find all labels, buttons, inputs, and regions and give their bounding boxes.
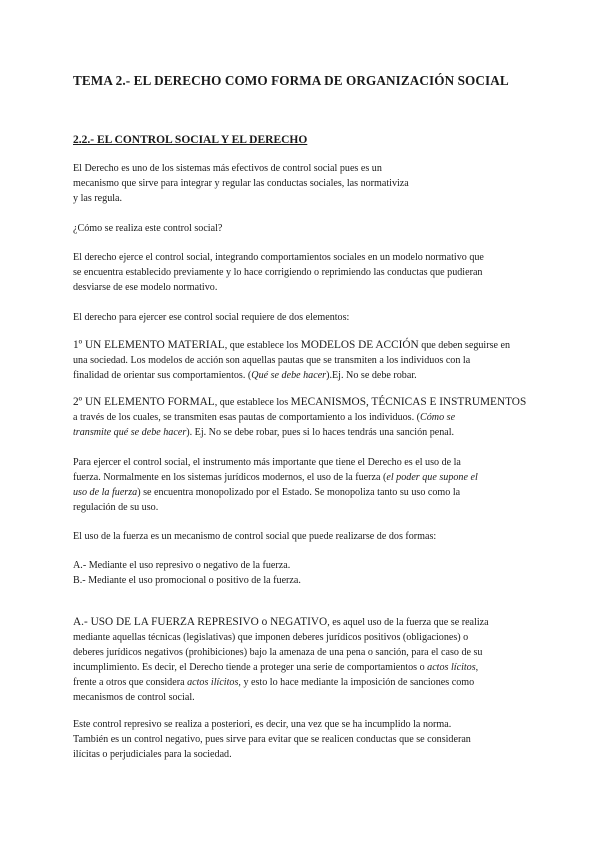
list-item: B.- Mediante el uso promocional o positivo de la fuerza.: [73, 574, 301, 586]
text-run: , que establece los: [224, 340, 301, 351]
text-run: fuerza. Normalmente en los sistemas jurídicos modernos, el uso de la fuerza (: [73, 471, 387, 483]
text-line: [73, 369, 533, 384]
text-line: y las regula.: [73, 192, 123, 204]
text-run: frente a otros que considera: [73, 676, 188, 688]
text-run: , es aquel uso de la fuerza que se realiza: [327, 617, 489, 628]
text-line: [73, 426, 533, 441]
text-line: mecanismos de control social.: [73, 691, 195, 703]
text-line: desviarse de ese modelo normativo.: [73, 281, 218, 293]
text-line: una sociedad. Los modelos de acción son aquellas pautas que se transmiten a los individuos con la: [73, 354, 471, 366]
text-line: [73, 471, 533, 486]
text-line: [73, 338, 533, 354]
text-run: , que establece los: [214, 397, 291, 408]
paragraph-definition: [73, 162, 533, 207]
text-line: [73, 615, 533, 631]
text-line: El Derecho es uno de los sistemas más efectivos de control social pues es un: [73, 163, 382, 174]
text-line: También es un control negativo, pues sirve para evitar que se realicen conductas que se consideran: [73, 733, 471, 745]
italic-term: actos lícitos: [427, 661, 476, 673]
formal-element-heading: 2º UN ELEMENTO FORMAL: [73, 396, 215, 408]
text-run: ).Ej. No se debe robar.: [326, 369, 417, 381]
text-line: [73, 486, 533, 501]
text-run: ) se encuentra monopolizado por el Estado. Se monopoliza tanto su uso como la: [137, 486, 461, 498]
repressive-use-heading: A.- USO DE LA FUERZA REPRESIVO o NEGATIVO: [73, 616, 328, 628]
paragraph-two-forms: [73, 530, 533, 545]
text-line: El uso de la fuerza es un mecanismo de control social que puede realizarse de dos formas:: [73, 531, 437, 542]
text-line: [73, 411, 533, 426]
text-line: regulación de su uso.: [73, 501, 159, 513]
italic-note: Qué se debe hacer: [251, 369, 327, 381]
list-forms: [73, 559, 533, 589]
italic-note: el poder que supone el: [386, 471, 478, 483]
text-run: que deben seguirse en: [418, 340, 511, 351]
list-item: A.- Mediante el uso represivo o negativo de la fuerza.: [73, 560, 291, 571]
text-line: [73, 661, 533, 676]
text-line: mecanismo que sirve para integrar y regular las conductas sociales, las normativiza: [73, 177, 409, 189]
text-run: finalidad de orientar sus comportamientos. (: [73, 369, 252, 381]
paragraph-repressive-use: [73, 615, 533, 705]
text-line: El derecho ejerce el control social, integrando comportamientos sociales en un modelo normativo que: [73, 252, 484, 263]
text-line: ilícitas o perjudiciales para la sociedad.: [73, 748, 232, 760]
text-line: Para ejercer el control social, el instrumento más importante que tiene el Derecho es el uso de la: [73, 457, 461, 468]
italic-note: uso de la fuerza: [73, 486, 138, 498]
text-run: y esto lo hace mediante la imposición de sanciones como: [240, 676, 475, 688]
text-run: a través de los cuales, se transmiten esas pautas de comportamiento a los individuos. (: [73, 411, 421, 423]
paragraph-use-of-force: [73, 456, 533, 516]
text-line: [73, 676, 533, 691]
paragraph-two-elements: [73, 311, 533, 326]
text-run: incumplimiento. Es decir, el Derecho tiende a proteger una serie de comportamientos o: [73, 661, 428, 673]
italic-term: actos ilícitos,: [187, 676, 241, 688]
italic-note: Cómo se: [420, 411, 456, 423]
text-line: El derecho para ejercer ese control social requiere de dos elementos:: [73, 312, 350, 323]
mechanisms-term: MECANISMOS, TÉCNICAS E INSTRUMENTOS: [290, 396, 527, 408]
paragraph-control-social: [73, 251, 533, 296]
action-models-term: MODELOS DE ACCIÓN: [300, 339, 419, 351]
text-run: ). Ej. No se debe robar, pues si lo haces tendrás una sanción penal.: [186, 426, 455, 438]
paragraph-question: [73, 222, 533, 237]
material-element-heading: 1º UN ELEMENTO MATERIAL: [73, 339, 225, 351]
italic-note: transmite qué se debe hacer: [73, 426, 187, 438]
paragraph-a-posteriori: [73, 718, 533, 763]
text-line: deberes jurídicos negativos (prohibiciones) bajo la amenaza de una pena o sanción, para el caso de su: [73, 646, 483, 658]
text-line: ¿Cómo se realiza este control social?: [73, 223, 223, 234]
paragraph-material-element: [73, 338, 533, 384]
text-line: mediante aquellas técnicas (legislativas) que imponen deberes jurídicos positivos (obligaciones) o: [73, 631, 469, 643]
text-run: ,: [475, 661, 479, 673]
document-title: TEMA 2.- EL DERECHO COMO FORMA DE ORGANIZACIÓN SOCIAL: [73, 73, 509, 88]
text-line: se encuentra establecido previamente y lo hace corrigiendo o reprimiendo las conductas que pudieran: [73, 266, 483, 278]
section-title: 2.2.- EL CONTROL SOCIAL Y EL DERECHO: [73, 134, 308, 146]
text-line: Este control represivo se realiza a posteriori, es decir, una vez que se ha incumplido la norma.: [73, 719, 452, 730]
text-line: [73, 395, 533, 411]
paragraph-formal-element: [73, 395, 533, 441]
